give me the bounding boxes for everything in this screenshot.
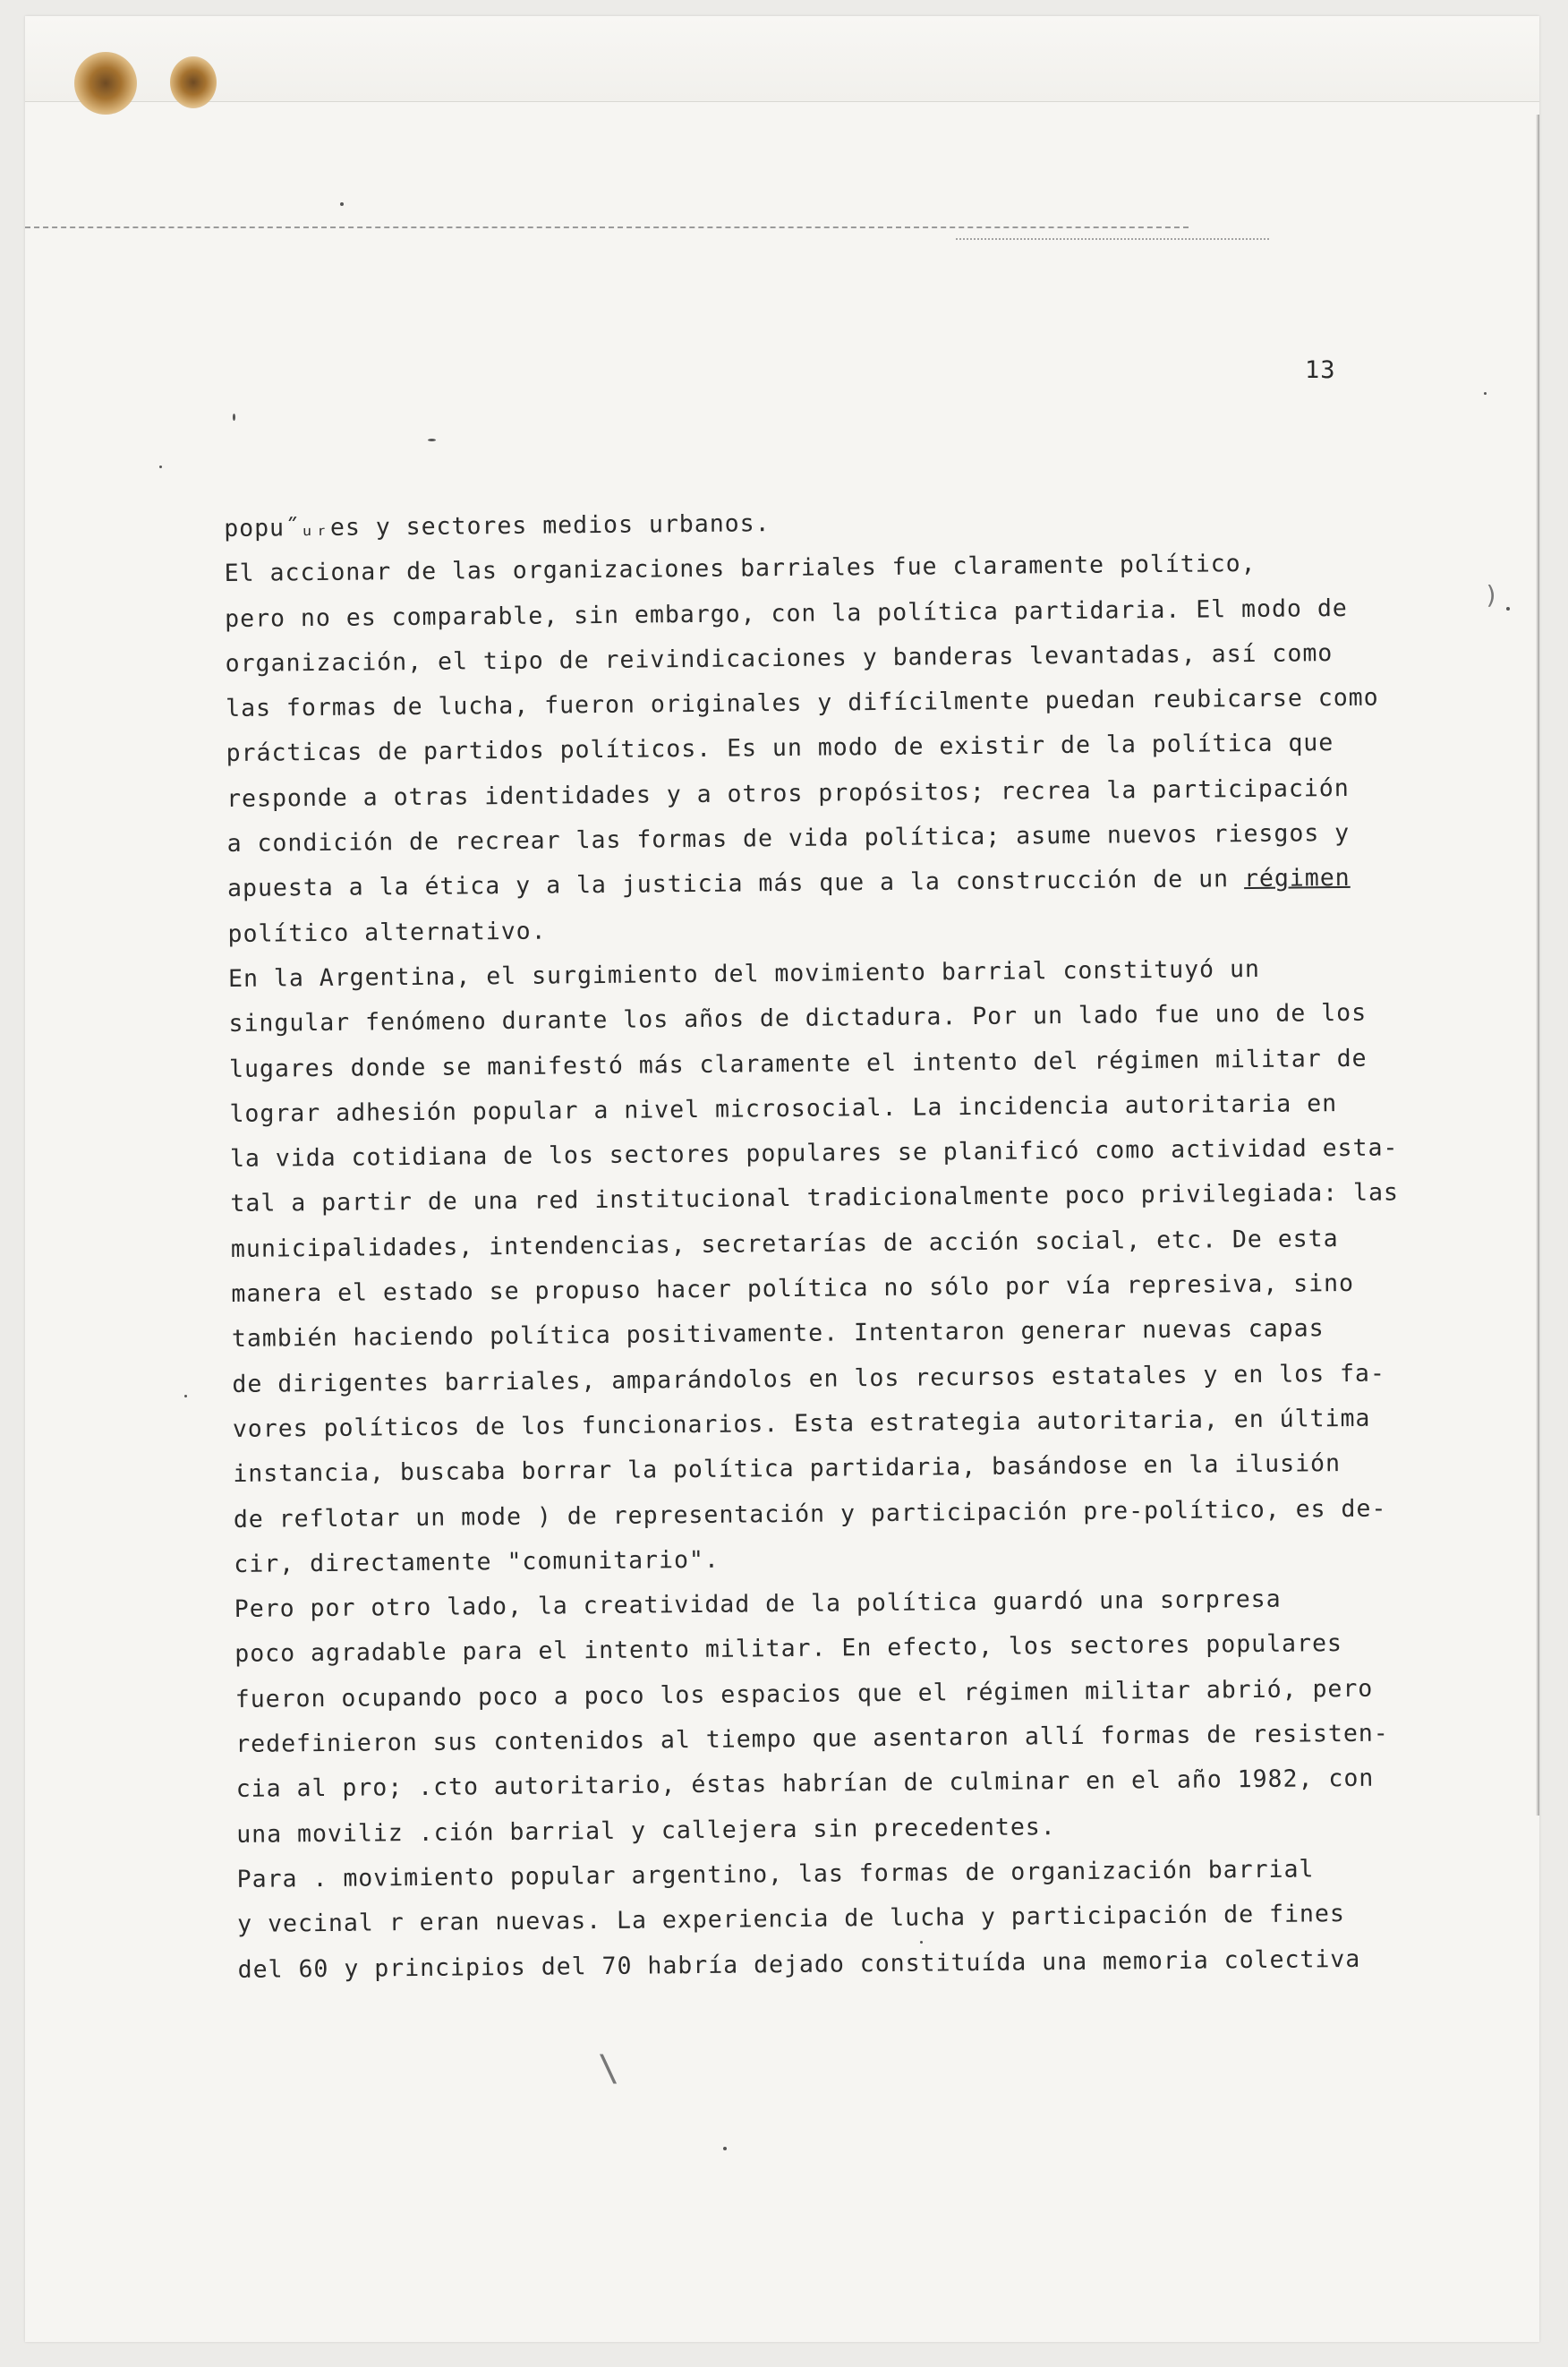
text-line: organización, el tipo de reivindicaciones y banderas levantadas, así como <box>225 639 1334 678</box>
page-number: 13 <box>1305 356 1336 384</box>
margin-scribble: ) <box>1484 580 1499 610</box>
text-line: instancia, buscaba borrar la política partidaria, basándose en la ilusión <box>233 1449 1342 1489</box>
tear-line <box>956 238 1269 240</box>
text-line: también haciendo política positivamente. Intentaron generar nuevas capas <box>231 1314 1325 1354</box>
text-line: popu˝ᵤᵣes y sectores medios urbanos. <box>224 509 771 543</box>
text-line: una moviliz .ción barrial y callejera sin precedentes. <box>236 1812 1056 1849</box>
paper-speck <box>1506 607 1510 611</box>
text-line: y vecinal r eran nuevas. La experiencia de lucha y participación de fines <box>237 1900 1345 1939</box>
text-line: singular fenómeno durante los años de dictadura. Por un lado fue uno de los <box>228 999 1368 1038</box>
tear-line <box>25 226 1189 228</box>
text-line: prácticas de partidos políticos. Es un modo de existir de la política que <box>226 729 1334 768</box>
text-line: El accionar de las organizaciones barriales fue claramente político, <box>224 550 1257 588</box>
document-page <box>25 16 1539 2342</box>
paper-speck <box>184 1395 187 1397</box>
text-line: político alternativo. <box>227 917 547 948</box>
body-text <box>224 494 1509 1992</box>
text-line: Para . movimiento popular argentino, las formas de organización barrial <box>236 1855 1315 1893</box>
paper-speck <box>723 2147 727 2150</box>
text-line: del 60 y principios del 70 habría dejado constituída una memoria colectiva <box>237 1944 1361 1984</box>
text-line: fueron ocupando poco a poco los espacios que el régimen militar abrió, pero <box>234 1674 1374 1713</box>
text-line: municipalidades, intendencias, secretarías de acción social, etc. De esta <box>230 1224 1339 1263</box>
text-line: redefinieron sus contenidos al tiempo que asentaron allí formas de resisten- <box>235 1719 1389 1758</box>
paper-speck <box>340 202 344 206</box>
text-line: de reflotar un mode ) de representación y participación pre-político, es de- <box>233 1494 1387 1534</box>
text-line: En la Argentina, el surgimiento del movimiento barrial constituyó un <box>227 954 1261 993</box>
text-line-start: apuesta a la ética y a la justicia más que a la construcción de un <box>226 865 1245 903</box>
paper-speck <box>1484 392 1487 395</box>
text-line: cia al pro; .cto autoritario, éstas habrían de culminar en el año 1982, con <box>235 1765 1375 1804</box>
text-line: Pero por otro lado, la creatividad de la política guardó una sorpresa <box>234 1585 1282 1624</box>
text-line: poco agradable para el intento militar. En efecto, los sectores populares <box>234 1629 1343 1669</box>
text-line: manera el estado se propuso hacer política no sólo por vía represiva, sino <box>231 1269 1355 1309</box>
text-line: a condición de recrear las formas de vida política; asume nuevos riesgos y <box>226 819 1351 859</box>
paper-speck <box>159 466 162 468</box>
text-line: vores políticos de los funcionarios. Esta estrategia autoritaria, en última <box>232 1404 1371 1443</box>
text-line: responde a otras identidades y a otros propósitos; recrea la participación <box>226 773 1350 813</box>
text-line: de dirigentes barriales, amparándolos en los recursos estatales y en los fa- <box>232 1359 1386 1398</box>
text-line: lograr adhesión popular a nivel microsocial. La incidencia autoritaria en <box>229 1089 1338 1128</box>
underlined-word: régimen <box>1243 864 1351 893</box>
page-edge-shadow <box>1536 115 1539 1816</box>
staple-hole-stain <box>74 52 137 115</box>
text-line: cir, directamente "comunitario". <box>234 1545 720 1578</box>
text-line: tal a partir de una red institucional tradicionalmente poco privilegiada: las <box>230 1178 1400 1218</box>
text-line: lugares donde se manifestó más claramente el intento del régimen militar de <box>228 1044 1368 1083</box>
margin-scribble: \ <box>598 2048 620 2089</box>
staple-hole-stain <box>170 56 217 108</box>
text-line: las formas de lucha, fueron originales y difícilmente puedan reubicarse como <box>226 683 1379 723</box>
paper-speck <box>428 439 436 441</box>
text-line: la vida cotidiana de los sectores populares se planificó como actividad esta- <box>229 1133 1399 1174</box>
paper-speck <box>233 414 235 421</box>
text-line: pero no es comparable, sin embargo, con la política partidaria. El modo de <box>225 594 1348 633</box>
top-margin-band <box>25 16 1539 102</box>
